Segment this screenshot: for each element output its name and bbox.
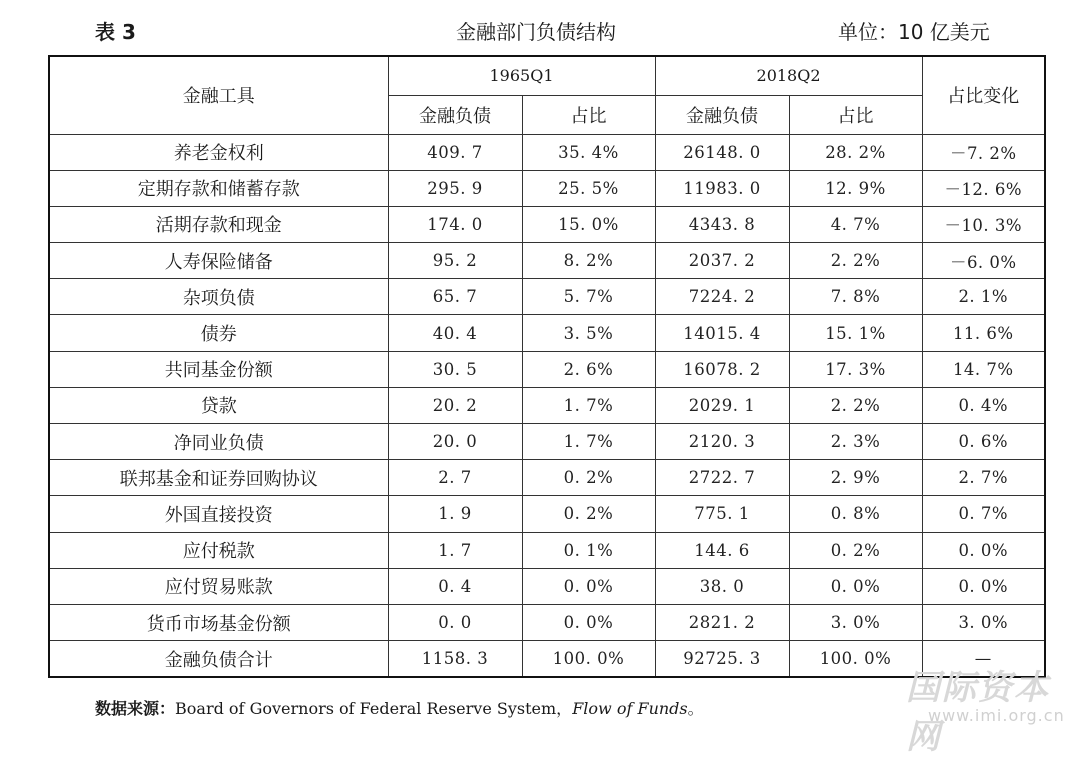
table-row (49, 424, 1045, 460)
cell-share-change: 3. 0% (922, 604, 1045, 640)
cell-liab-2018: 14015. 4 (655, 315, 789, 351)
cell-share-1965: 35. 4% (522, 134, 655, 170)
watermark-logo (906, 660, 1076, 757)
cell-liab-1965: 20. 0 (388, 424, 522, 460)
data-source-note (95, 696, 704, 719)
cell-instrument: 金融负债合计 (49, 641, 388, 678)
table-row (49, 351, 1045, 387)
header-instrument: 金融工具 (49, 56, 388, 134)
cell-share-2018: 0. 8% (789, 496, 922, 532)
cell-instrument: 贷款 (49, 387, 388, 423)
cell-liab-2018: 775. 1 (655, 496, 789, 532)
cell-share-2018: 2. 2% (789, 243, 922, 279)
cell-share-change: 2. 7% (922, 460, 1045, 496)
cell-instrument: 应付税款 (49, 532, 388, 568)
cell-share-1965: 0. 2% (522, 496, 655, 532)
cell-liab-1965: 65. 7 (388, 279, 522, 315)
cell-liab-2018: 144. 6 (655, 532, 789, 568)
header-liab-2: 金融负债 (655, 95, 789, 134)
cell-liab-2018: 2037. 2 (655, 243, 789, 279)
table-row (49, 387, 1045, 423)
cell-share-change: 0. 0% (922, 532, 1045, 568)
cell-liab-2018: 7224. 2 (655, 279, 789, 315)
cell-share-1965: 15. 0% (522, 206, 655, 242)
cell-share-change: －6. 0% (922, 243, 1045, 279)
cell-share-change: －10. 3% (922, 206, 1045, 242)
cell-share-change: －12. 6% (922, 170, 1045, 206)
cell-liab-2018: 92725. 3 (655, 641, 789, 678)
cell-liab-1965: 20. 2 (388, 387, 522, 423)
table-row (49, 243, 1045, 279)
cell-share-2018: 0. 2% (789, 532, 922, 568)
cell-share-1965: 25. 5% (522, 170, 655, 206)
table-row (49, 641, 1045, 678)
watermark-url: www.imi.org.cn (928, 706, 1065, 725)
cell-share-2018: 28. 2% (789, 134, 922, 170)
cell-instrument: 债券 (49, 315, 388, 351)
cell-share-2018: 2. 3% (789, 424, 922, 460)
cell-liab-1965: 174. 0 (388, 206, 522, 242)
cell-share-1965: 0. 1% (522, 532, 655, 568)
watermark-text: 国际资本网 (906, 668, 1050, 757)
cell-instrument: 联邦基金和证券回购协议 (49, 460, 388, 496)
cell-share-2018: 17. 3% (789, 351, 922, 387)
cell-liab-2018: 2120. 3 (655, 424, 789, 460)
table-caption (0, 14, 1080, 46)
cell-share-change: 0. 0% (922, 568, 1045, 604)
cell-liab-1965: 1. 9 (388, 496, 522, 532)
header-period-2: 2018Q2 (655, 56, 922, 95)
table-row (49, 460, 1045, 496)
header-change: 占比变化 (922, 56, 1045, 134)
cell-share-1965: 1. 7% (522, 424, 655, 460)
table-row (49, 206, 1045, 242)
cell-share-change: 0. 6% (922, 424, 1045, 460)
cell-liab-1965: 409. 7 (388, 134, 522, 170)
cell-liab-1965: 40. 4 (388, 315, 522, 351)
table-row (49, 568, 1045, 604)
table-row (49, 496, 1045, 532)
header-period-1: 1965Q1 (388, 56, 655, 95)
cell-instrument: 货币市场基金份额 (49, 604, 388, 640)
cell-liab-1965: 95. 2 (388, 243, 522, 279)
cell-liab-1965: 295. 9 (388, 170, 522, 206)
cell-share-change: －7. 2% (922, 134, 1045, 170)
cell-share-1965: 1. 7% (522, 387, 655, 423)
cell-share-1965: 0. 0% (522, 604, 655, 640)
cell-liab-2018: 4343. 8 (655, 206, 789, 242)
cell-instrument: 活期存款和现金 (49, 206, 388, 242)
cell-share-change: 0. 4% (922, 387, 1045, 423)
cell-share-change: 14. 7% (922, 351, 1045, 387)
table-title: 金融部门负债结构 (456, 20, 616, 44)
cell-instrument: 杂项负债 (49, 279, 388, 315)
table-row (49, 532, 1045, 568)
cell-instrument: 净同业负债 (49, 424, 388, 460)
cell-share-1965: 100. 0% (522, 641, 655, 678)
table-unit: 单位：10 亿美元 (838, 20, 990, 44)
header-share-2: 占比 (789, 95, 922, 134)
header-liab-1: 金融负债 (388, 95, 522, 134)
cell-share-change: 2. 1% (922, 279, 1045, 315)
cell-liab-2018: 2029. 1 (655, 387, 789, 423)
cell-instrument: 共同基金份额 (49, 351, 388, 387)
cell-liab-2018: 38. 0 (655, 568, 789, 604)
cell-liab-2018: 2821. 2 (655, 604, 789, 640)
cell-instrument: 定期存款和储蓄存款 (49, 170, 388, 206)
cell-liab-1965: 1158. 3 (388, 641, 522, 678)
cell-share-2018: 0. 0% (789, 568, 922, 604)
table-row (49, 279, 1045, 315)
cell-liab-2018: 26148. 0 (655, 134, 789, 170)
cell-share-2018: 7. 8% (789, 279, 922, 315)
header-share-1: 占比 (522, 95, 655, 134)
table-row (49, 134, 1045, 170)
cell-share-change: 0. 7% (922, 496, 1045, 532)
cell-share-1965: 3. 5% (522, 315, 655, 351)
table-number: 表 3 (95, 20, 136, 44)
cell-share-1965: 0. 0% (522, 568, 655, 604)
header-row-1 (49, 56, 1045, 95)
cell-share-2018: 3. 0% (789, 604, 922, 640)
cell-share-2018: 12. 9% (789, 170, 922, 206)
cell-liab-1965: 1. 7 (388, 532, 522, 568)
table-body (49, 134, 1045, 677)
source-text: Board of Governors of Federal Reserve System， (175, 699, 573, 718)
liability-structure-table (48, 55, 1046, 678)
cell-liab-1965: 30. 5 (388, 351, 522, 387)
cell-liab-2018: 16078. 2 (655, 351, 789, 387)
cell-share-change: — (922, 641, 1045, 678)
cell-share-1965: 2. 6% (522, 351, 655, 387)
cell-liab-1965: 0. 0 (388, 604, 522, 640)
table-row (49, 315, 1045, 351)
cell-instrument: 养老金权利 (49, 134, 388, 170)
cell-liab-1965: 0. 4 (388, 568, 522, 604)
source-italic: Flow of Funds (572, 699, 688, 718)
cell-liab-2018: 2722. 7 (655, 460, 789, 496)
cell-share-1965: 5. 7% (522, 279, 655, 315)
cell-share-change: 11. 6% (922, 315, 1045, 351)
cell-share-2018: 100. 0% (789, 641, 922, 678)
table-row (49, 170, 1045, 206)
cell-instrument: 人寿保险储备 (49, 243, 388, 279)
cell-liab-1965: 2. 7 (388, 460, 522, 496)
cell-share-2018: 2. 2% (789, 387, 922, 423)
cell-liab-2018: 11983. 0 (655, 170, 789, 206)
source-end: 。 (687, 699, 704, 718)
cell-instrument: 应付贸易账款 (49, 568, 388, 604)
cell-share-2018: 2. 9% (789, 460, 922, 496)
table-row (49, 604, 1045, 640)
cell-share-1965: 0. 2% (522, 460, 655, 496)
source-label: 数据来源： (95, 699, 176, 718)
cell-share-1965: 8. 2% (522, 243, 655, 279)
cell-instrument: 外国直接投资 (49, 496, 388, 532)
cell-share-2018: 4. 7% (789, 206, 922, 242)
cell-share-2018: 15. 1% (789, 315, 922, 351)
